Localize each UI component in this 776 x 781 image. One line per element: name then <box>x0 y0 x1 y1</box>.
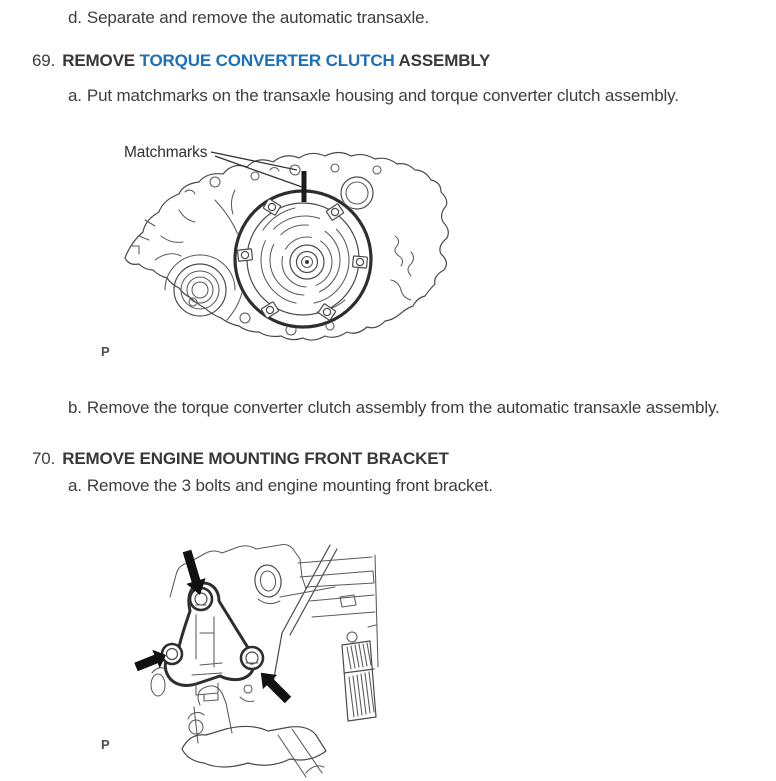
figure-1-marker: P <box>101 344 110 359</box>
grille-hatch <box>342 641 376 721</box>
step-69-title-post: ASSEMBLY <box>394 51 491 70</box>
substep-69b-row <box>68 398 720 417</box>
engine-bracket-figure <box>130 537 380 779</box>
right-bolt-arrow-icon <box>261 673 291 703</box>
substep-69a-label: a. <box>68 86 82 105</box>
substep-69b-label: b. <box>68 398 82 417</box>
substep-70a-text: Remove the 3 bolts and engine mounting front bracket. <box>86 476 493 495</box>
step-70-heading <box>32 449 449 468</box>
step-69-heading <box>32 51 490 70</box>
substep-69a-text: Put matchmarks on the transaxle housing and torque converter clutch assembly. <box>86 86 679 105</box>
matchmarks-annotation: Matchmarks <box>124 144 208 161</box>
torque-converter-clutch-link[interactable]: TORQUE CONVERTER CLUTCH <box>139 51 395 70</box>
matchmarks-leader-lines <box>211 152 302 187</box>
substep-69b-text: Remove the torque converter clutch assembly from the automatic transaxle assembly. <box>86 398 720 417</box>
engine-bracket-drawing <box>130 537 380 779</box>
substep-d-row <box>68 8 429 27</box>
step-70-number: 70. <box>32 449 56 468</box>
transaxle-drawing <box>95 140 455 368</box>
step-69-number: 69. <box>32 51 56 70</box>
top-bolt-arrow-icon <box>183 550 206 595</box>
substep-69a-row <box>68 86 679 105</box>
transaxle-matchmarks-figure <box>95 140 455 368</box>
substep-d-text: Separate and remove the automatic transaxle. <box>86 8 429 27</box>
substep-70a-label: a. <box>68 476 82 495</box>
substep-70a-row <box>68 476 493 495</box>
substep-d-label: d. <box>68 8 82 27</box>
step-69-title-pre: REMOVE <box>62 51 140 70</box>
figure-2-marker: P <box>101 737 110 752</box>
torque-converter-drawing <box>233 171 373 329</box>
step-70-title: REMOVE ENGINE MOUNTING FRONT BRACKET <box>62 449 449 468</box>
